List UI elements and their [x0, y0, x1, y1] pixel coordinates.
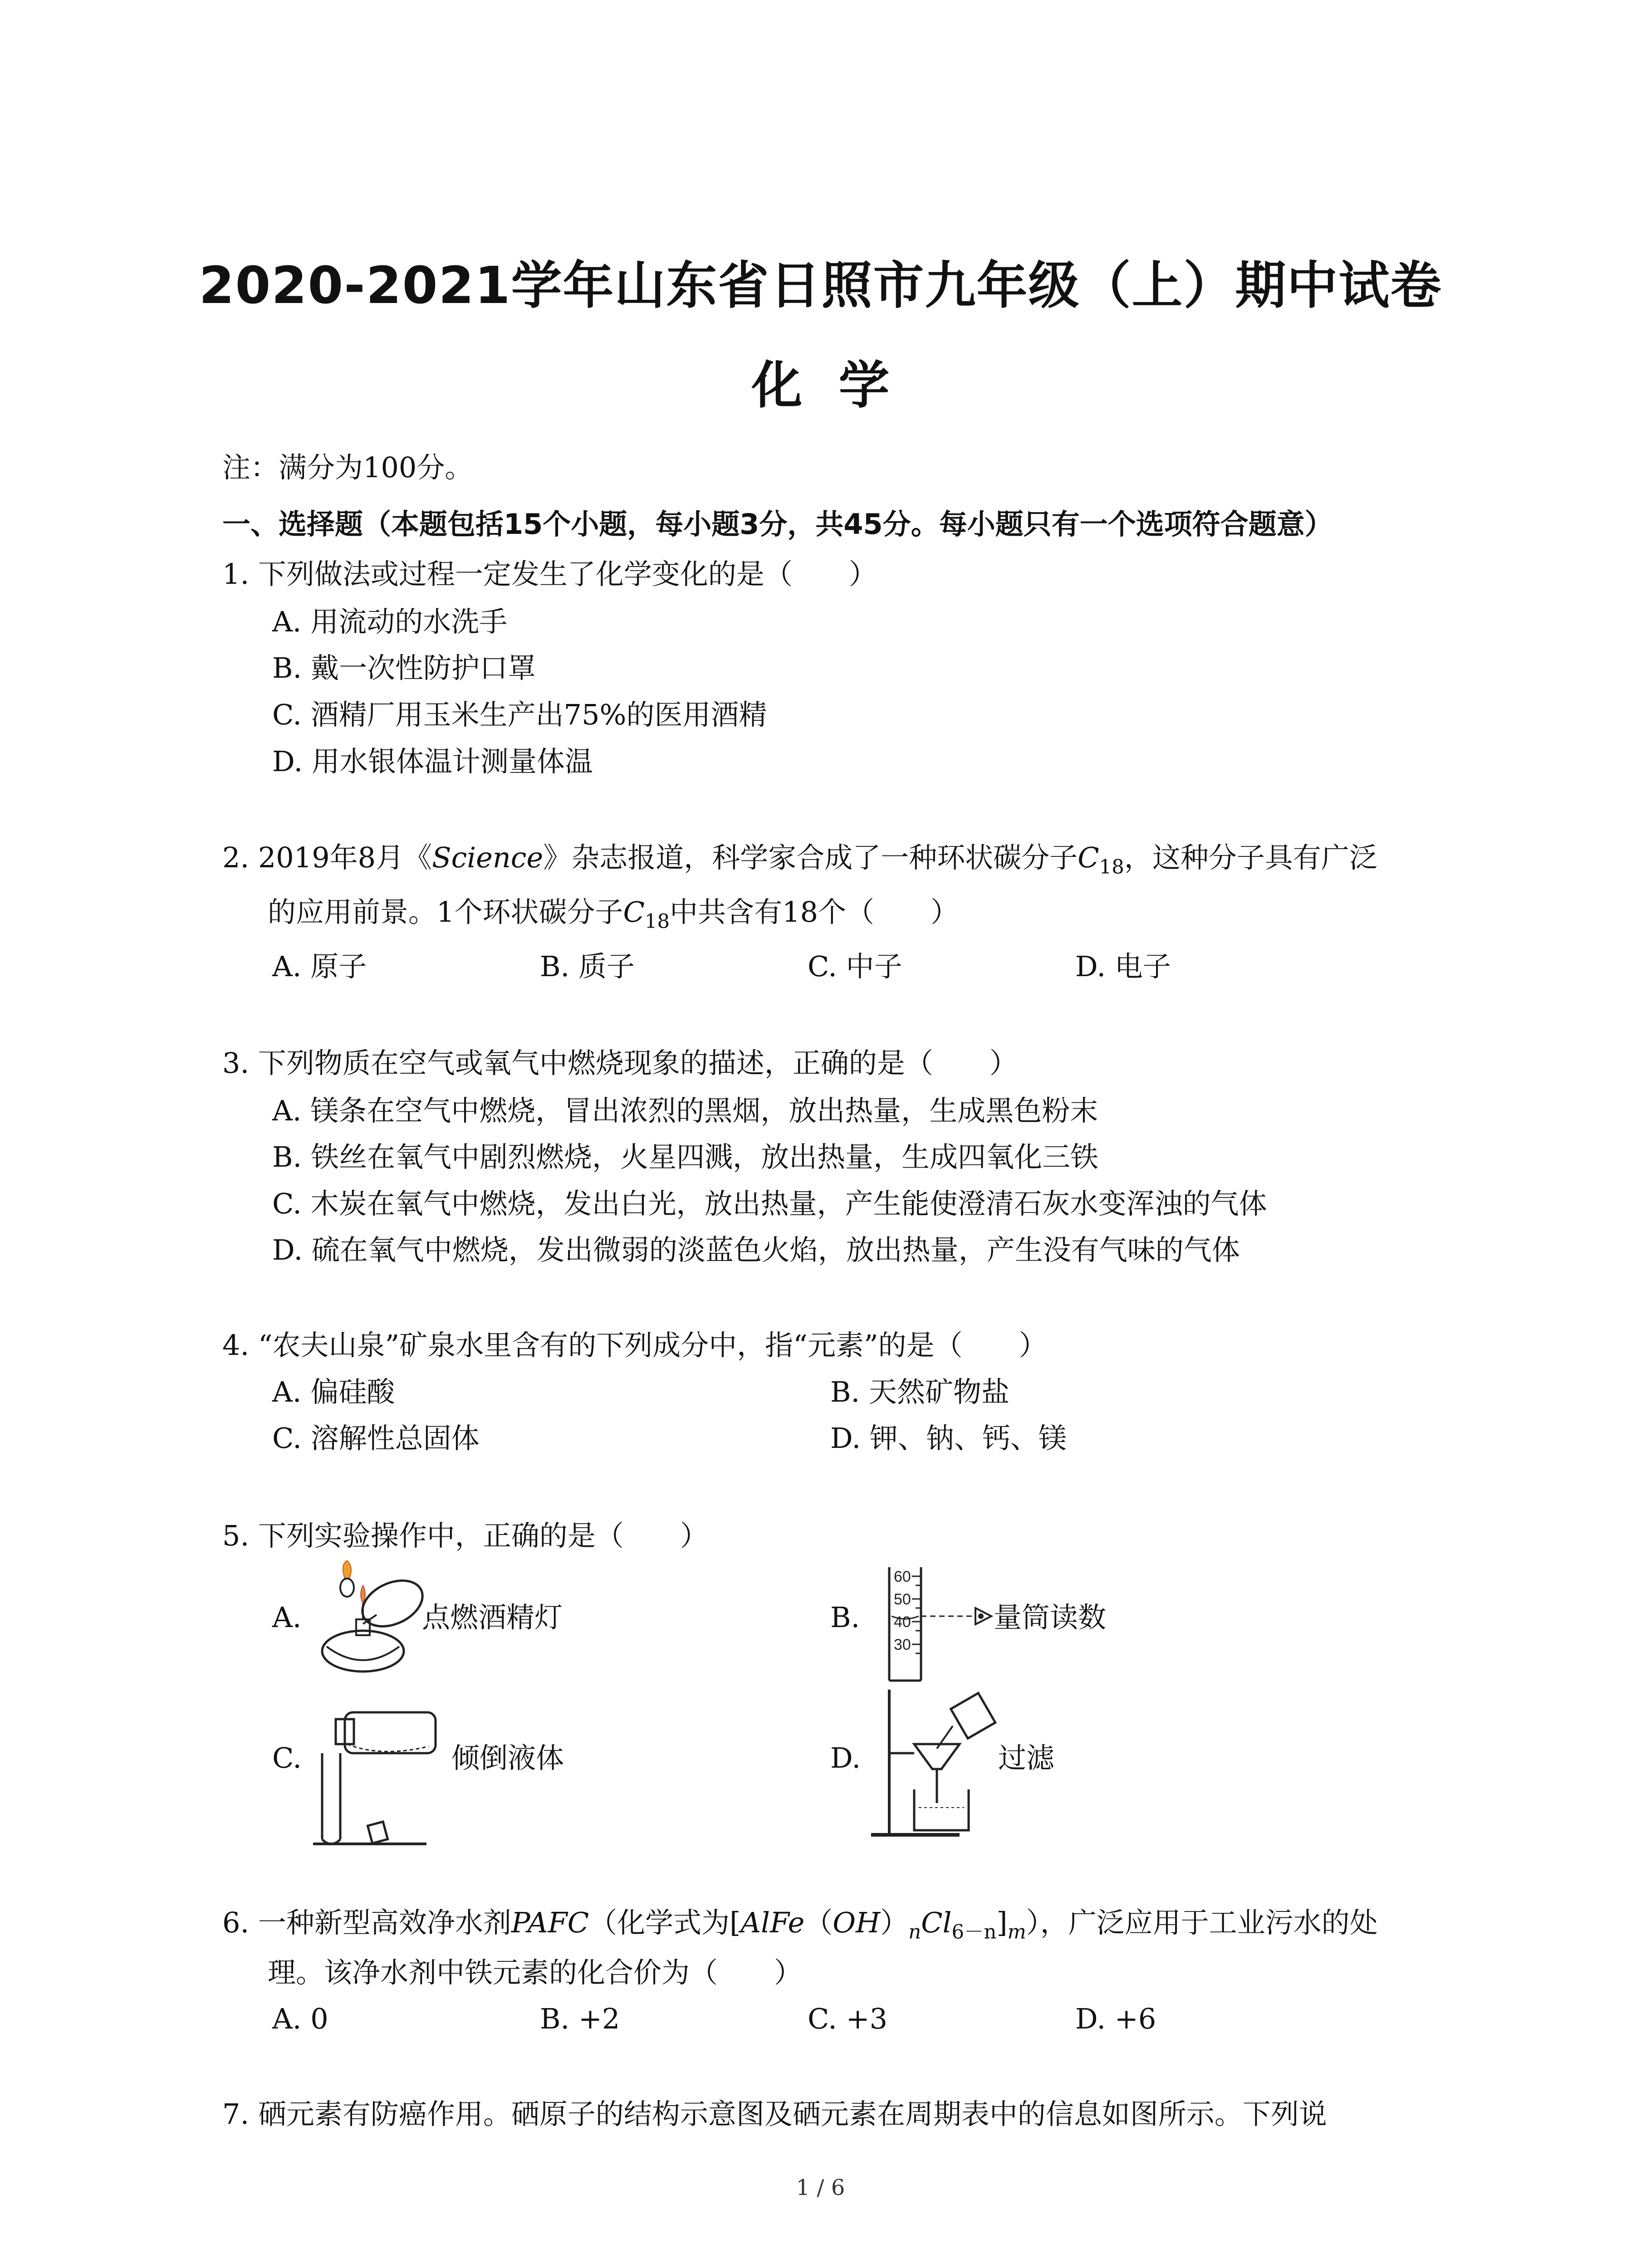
cylinder-tick-40: 40	[894, 1613, 911, 1631]
question-6-line-2: 理。该净水剂中铁元素的化合价为（ ）	[268, 1956, 803, 1989]
question-4-stem: 4. “农夫山泉”矿泉水里含有的下列成分中，指“元素”的是（ ）	[222, 1329, 1047, 1362]
page-title: 2020-2021学年山东省日照市九年级（上）期中试卷	[199, 256, 1442, 315]
question-4-option-c: C. 溶解性总固体	[272, 1422, 480, 1455]
question-1-option-a: A. 用流动的水洗手	[272, 605, 508, 638]
question-5-option-c-letter: C.	[272, 1741, 302, 1774]
question-3-option-b: B. 铁丝在氧气中剧烈燃烧，火星四溅，放出热量，生成四氧化三铁	[272, 1140, 1098, 1173]
alcohol-lamp-ignition-figure	[313, 1560, 431, 1678]
score-note: 注：满分为100分。	[222, 451, 473, 484]
page-number: 1 / 6	[796, 2175, 845, 2200]
question-2-option-d: D. 电子	[1075, 950, 1171, 983]
question-4-option-b: B. 天然矿物盐	[830, 1375, 1009, 1408]
question-1-option-c: C. 酒精厂用玉米生产出75%的医用酒精	[272, 698, 767, 731]
question-2-option-a: A. 原子	[272, 950, 367, 983]
cylinder-tick-60: 60	[894, 1568, 911, 1585]
question-2-option-c: C. 中子	[808, 950, 902, 983]
question-5-stem: 5. 下列实验操作中，正确的是（ ）	[222, 1519, 708, 1552]
question-2-line-1: 2. 2019年8月《Science》杂志报道，科学家合成了一种环状碳分子$C_{18}$，这种分子具有广泛	[222, 841, 1377, 879]
question-1-option-d: D. 用水银体温计测量体温	[272, 745, 593, 778]
filtration-setup-figure	[869, 1681, 1005, 1844]
section-heading: 一、选择题（本题包括15个小题，每小题3分，共45分。每小题只有一个选项符合题意）	[222, 508, 1333, 541]
question-5-option-b-letter: B.	[830, 1601, 860, 1634]
question-5-option-a-text: 点燃酒精灯	[422, 1601, 563, 1634]
question-5-option-d-text: 过滤	[998, 1741, 1055, 1774]
graduated-cylinder-reading-figure	[880, 1563, 998, 1685]
question-1-stem: 1. 下列做法或过程一定发生了化学变化的是（ ）	[222, 557, 877, 591]
question-7-line-1: 7. 硒元素有防癌作用。硒原子的结构示意图及硒元素在周期表中的信息如图所示。下列说	[222, 2097, 1327, 2131]
question-3-option-c: C. 木炭在氧气中燃烧，发出白光，放出热量，产生能使澄清石灰水变浑浊的气体	[272, 1187, 1267, 1220]
cylinder-tick-30: 30	[894, 1636, 911, 1653]
question-5-option-a-letter: A.	[272, 1601, 302, 1634]
question-6-line-1: 6. 一种新型高效净水剂PAFC（化学式为$[AlFe(OH)_nCl_{6-n}]_m$），广泛应用于工业污水的处	[222, 1906, 1378, 1944]
page-subtitle: 化学	[751, 356, 926, 415]
question-3-option-d: D. 硫在氧气中燃烧，发出微弱的淡蓝色火焰，放出热量，产生没有气味的气体	[272, 1233, 1240, 1266]
question-4-option-d: D. 钾、钠、钙、镁	[830, 1422, 1067, 1455]
question-2-option-b: B. 质子	[540, 950, 635, 983]
question-5-option-c-text: 倾倒液体	[451, 1741, 564, 1774]
question-2-line-2: 的应用前景。1个环状碳分子$C_{18}$中共含有18个（ ）	[268, 895, 959, 933]
question-4-option-a: A. 偏硅酸	[272, 1375, 395, 1408]
question-5-option-d-letter: D.	[830, 1741, 861, 1774]
question-6-option-a: A. 0	[272, 2002, 328, 2035]
question-3-option-a: A. 镁条在空气中燃烧，冒出浓烈的黑烟，放出热量，生成黑色粉末	[272, 1094, 1098, 1127]
question-6-option-b: B. +2	[540, 2002, 620, 2035]
question-3-stem: 3. 下列物质在空气或氧气中燃烧现象的描述，正确的是（ ）	[222, 1046, 1018, 1080]
question-1-option-b: B. 戴一次性防护口罩	[272, 651, 536, 684]
question-5-option-b-text: 量筒读数	[994, 1601, 1107, 1634]
pouring-liquid-figure	[313, 1703, 449, 1848]
question-6-option-d: D. +6	[1075, 2002, 1156, 2035]
question-6-option-c: C. +3	[808, 2002, 888, 2035]
cylinder-tick-50: 50	[894, 1591, 911, 1608]
